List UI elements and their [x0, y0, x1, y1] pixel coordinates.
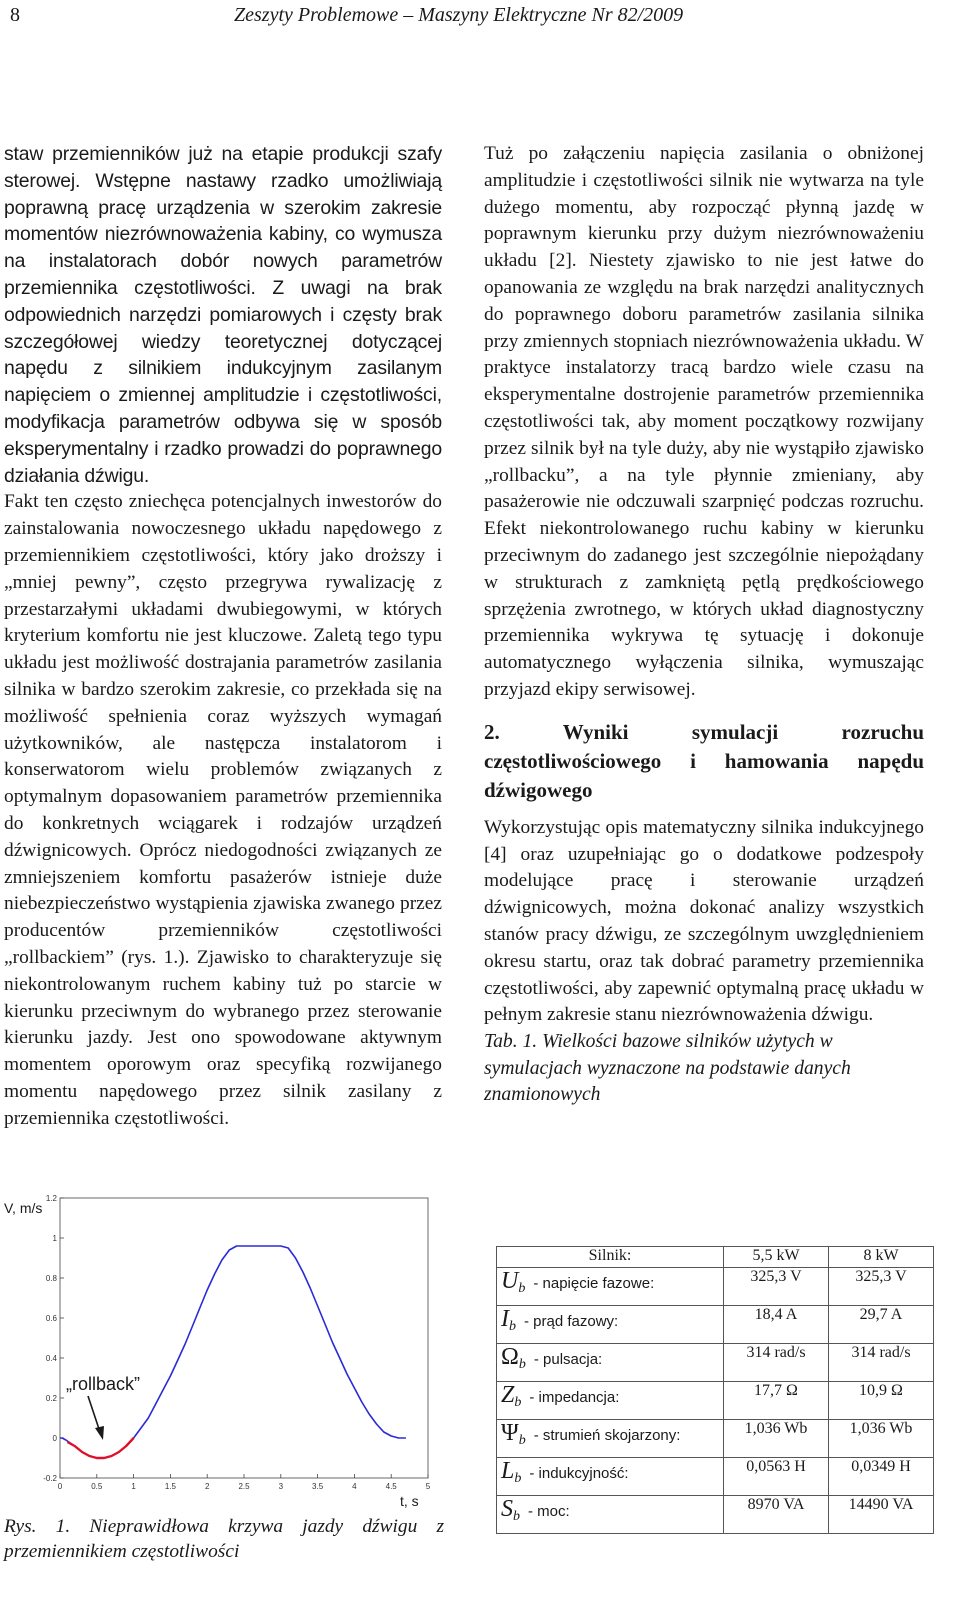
x-tick-label: 2 — [204, 1482, 210, 1491]
table-row — [497, 1496, 934, 1534]
velocity-chart — [0, 1188, 450, 1518]
paragraph: Wykorzystując opis matematyczny silnika indukcyjnego [4] oraz uzupełniając go o dodatkowe podzespoły modelujące pracę i sterowanie urządzeń dźwignicowych, można dokonać analizy wszystkich stanów pracy dźwigu, ze szczególnym uwzględnieniem okresu startu, oraz tak dobrać parametry przemiennika częstotliwości, aby zapewnić optymalną pracę układu w pełnym zakresie stanu niezrównoważenia dźwigu. — [484, 816, 924, 1026]
table-cell: 14490 VA — [829, 1496, 934, 1534]
y-tick-label: 0.4 — [45, 1354, 57, 1363]
x-tick-label: 0 — [57, 1482, 63, 1491]
text-span: Wstępne nastawy rzadko umożliwiają poprawną pracę urządzenia w szerokim zakresie momentów niezrównoważenia kabiny, co wymusza na instalatorach dobór nowych parametrów przemiennika częstotliwości. — [4, 169, 442, 299]
table-cell — [497, 1382, 724, 1420]
plot-area — [60, 1198, 428, 1478]
subscript: b — [513, 1509, 520, 1524]
x-tick-label: 4 — [352, 1482, 357, 1491]
journal-title: Zeszyty Problemowe – Maszyny Elektryczne Nr 82/2009 — [234, 4, 684, 26]
table-cell: 325,3 V — [724, 1268, 829, 1306]
y-tick-label: 1 — [52, 1234, 57, 1243]
table-cell — [497, 1306, 724, 1344]
symbol: I — [501, 1306, 509, 1332]
y-tick-label: 0.8 — [45, 1274, 57, 1283]
table-cell: 1,036 Wb — [724, 1420, 829, 1458]
table-header-cell: 5,5 kW — [724, 1247, 829, 1268]
table-cell: 314 rad/s — [829, 1344, 934, 1382]
y-tick-label: 1.2 — [45, 1194, 57, 1203]
table-header-cell: 8 kW — [829, 1247, 934, 1268]
annotation-arrowhead — [95, 1426, 104, 1440]
rollback-annotation: „rollback” — [66, 1374, 141, 1394]
subscript: b — [518, 1357, 526, 1372]
x-tick-label: 4.5 — [385, 1482, 397, 1491]
symbol: Z — [501, 1382, 515, 1408]
subscript: b — [518, 1433, 526, 1448]
table-cell: 17,7 Ω — [724, 1382, 829, 1420]
table-cell — [497, 1458, 724, 1496]
text-span: staw przemienników już na etapie produkcji szafy sterowej. — [4, 143, 442, 192]
x-tick-label: 1 — [131, 1482, 136, 1491]
table-cell: 0,0349 H — [829, 1458, 934, 1496]
table-cell — [497, 1420, 724, 1458]
description: - indukcyjność: — [529, 1465, 629, 1482]
table-cell: 1,036 Wb — [829, 1420, 934, 1458]
running-header — [0, 0, 960, 40]
left-column — [4, 141, 442, 1132]
symbol: L — [501, 1458, 515, 1484]
table-cell — [497, 1344, 724, 1382]
table-cell: 29,7 A — [829, 1306, 934, 1344]
table-row — [497, 1268, 934, 1306]
table-cell — [497, 1268, 724, 1306]
paragraph — [4, 141, 442, 489]
section-heading: 2. Wyniki symulacji rozruchu częstotliwościowego i hamowania napędu dźwigowego — [484, 719, 924, 802]
description: - strumień skojarzony: — [533, 1427, 681, 1444]
page-number: 8 — [10, 4, 20, 26]
subscript: b — [518, 1281, 526, 1296]
table-row — [497, 1420, 934, 1458]
rollback-series-line — [67, 1438, 133, 1458]
table-cell: 0,0563 H — [724, 1458, 829, 1496]
table-header-cell: Silnik: — [497, 1247, 724, 1268]
figure-1 — [0, 1188, 450, 1518]
paragraph: Tuż po załączeniu napięcia zasilania o obniżonej amplitudzie i częstotliwości silnik nie wytwarza na tyle dużego momentu, aby rozpocząć płynną jazdę w poprawnym kierunku przy dużym niezrównoważeniu układu [2]. Niestety zjawisko to nie jest łatwe do opanowania ze względu na brak narzędzi analitycznych do poprawnego doboru parametrów zasilania silnika przy zmiennych stopniach niezrównoważenia układu. W praktyce instalatorzy tracą bardzo wiele czasu na eksperymentalne dostrojenie parametrów przemiennika częstotliwości tak, aby moment początkowy rozwijany przez silnik był na tyle duży, aby nie wystąpiło zjawisko „rollbacku”, a na tyle płynnie zmieniany, aby pasażerowie nie odczuwali szarpnięć podczas rozruchu. Efekt niekontrolowanego ruchu kabiny w kierunku przeciwnym do zadanego jest szczególnie niepożądany w strukturach z zamkniętą pętlą prędkościowego sprzężenia zwrotnego, w których układ diagnostyczny przemiennika wykrywa tę sytuację i dokonuje automatycznego wyłączenia silnika, wymuszając przyjazd ekipy serwisowej. — [484, 143, 924, 700]
y-tick-label: -0.2 — [43, 1474, 57, 1483]
y-axis-label: V, m/s — [4, 1200, 43, 1216]
y-tick-label: 0.6 — [45, 1314, 57, 1323]
x-axis-label: t, s — [400, 1493, 419, 1509]
table-cell: 325,3 V — [829, 1268, 934, 1306]
description: - pulsacja: — [533, 1351, 603, 1368]
x-tick-label: 3 — [278, 1482, 284, 1491]
symbol: Ψ — [501, 1420, 519, 1446]
table-row — [497, 1458, 934, 1496]
subscript: b — [514, 1471, 522, 1486]
x-tick-label: 3.5 — [312, 1482, 324, 1491]
x-tick-label: 0.5 — [91, 1482, 103, 1491]
description: - prąd fazowy: — [524, 1313, 619, 1330]
table-row — [497, 1382, 934, 1420]
table-cell: 18,4 A — [724, 1306, 829, 1344]
table-cell: 314 rad/s — [724, 1344, 829, 1382]
table-cell: 8970 VA — [724, 1496, 829, 1534]
symbol: Ω — [501, 1344, 519, 1370]
table-header-row — [497, 1247, 934, 1268]
table-row — [497, 1344, 934, 1382]
x-tick-label: 5 — [425, 1482, 431, 1491]
velocity-series-line — [60, 1246, 406, 1458]
subscript: b — [514, 1395, 522, 1410]
description: - napięcie fazowe: — [533, 1275, 655, 1292]
symbol: S — [501, 1496, 513, 1522]
table-caption: Tab. 1. Wielkości bazowe silników użytych w symulacjach wyznaczone na podstawie danych znamionowych — [484, 1031, 851, 1106]
figure-caption: Rys. 1. Nieprawidłowa krzywa jazdy dźwigu z przemiennikiem częstotliwości — [4, 1516, 444, 1562]
table-row — [497, 1306, 934, 1344]
symbol: U — [501, 1268, 519, 1294]
x-tick-label: 1.5 — [164, 1482, 176, 1491]
paragraph: Fakt ten często zniechęca potencjalnych inwestorów do zainstalowania nowoczesnego układu napędowego z przemiennikiem częstotliwości, który jako droższy i „mniej pewny”, często przegrywa rywalizację z przestarzałymi układami dwubiegowymi, w których kryterium komfortu nie jest kluczowe. Zaletą tego typu układu jest możliwość dostrajania parametrów zasilania silnika w bardzo szerokim zakresie, co przekłada się na możliwość spełnienia coraz wyższych wymagań użytkowników, ale następcza instalatorom i konserwatorom wielu problemów związanych z optymalnym dopasowaniem parametrów przemiennika do konkretnych wciągarek i rodzajów urządzeń dźwignicowych. Oprócz niedogodności związanych ze zmniejszeniem komfortu pasażerów istnieje duże niebezpieczeństwo wystąpienia zjawiska zwanego przez producentów przemienników częstotliwości „rollbackiem” (rys. 1.). Zjawisko to charakteryzuje się niekontrolowanym ruchem kabiny tuż po starcie w kierunku przeciwnym do wybranego przez sterowanie kierunku jazdy. Jest ono spowodowane aktywnym momentem oporowym oraz specyfiką rozwijanego momentu napędowego przez silnik zasilany z przemiennika częstotliwości. — [4, 491, 442, 1129]
table-cell: 10,9 Ω — [829, 1382, 934, 1420]
right-column — [484, 141, 924, 1109]
annotation-arrow — [88, 1396, 100, 1432]
parameters-table — [496, 1246, 934, 1534]
description: - moc: — [528, 1503, 570, 1520]
y-tick-label: 0.2 — [45, 1394, 57, 1403]
x-tick-label: 2.5 — [238, 1482, 250, 1491]
description: - impedancja: — [529, 1389, 620, 1406]
y-tick-label: 0 — [52, 1434, 57, 1443]
text-span: Z uwagi na brak odpowiednich narzędzi pomiarowych i częsty brak szczegółowej wiedzy teoretycznej dotyczącej napędu z silnikiem indukcyjnym zasilanym napięciem o zmiennej amplitudzie i częstotliwości, modyfikacja parametrów odbywa się w sposób eksperymentalny i rzadko prowadzi do poprawnego działania dźwigu. — [4, 276, 442, 487]
subscript: b — [509, 1319, 516, 1334]
table-cell — [497, 1496, 724, 1534]
